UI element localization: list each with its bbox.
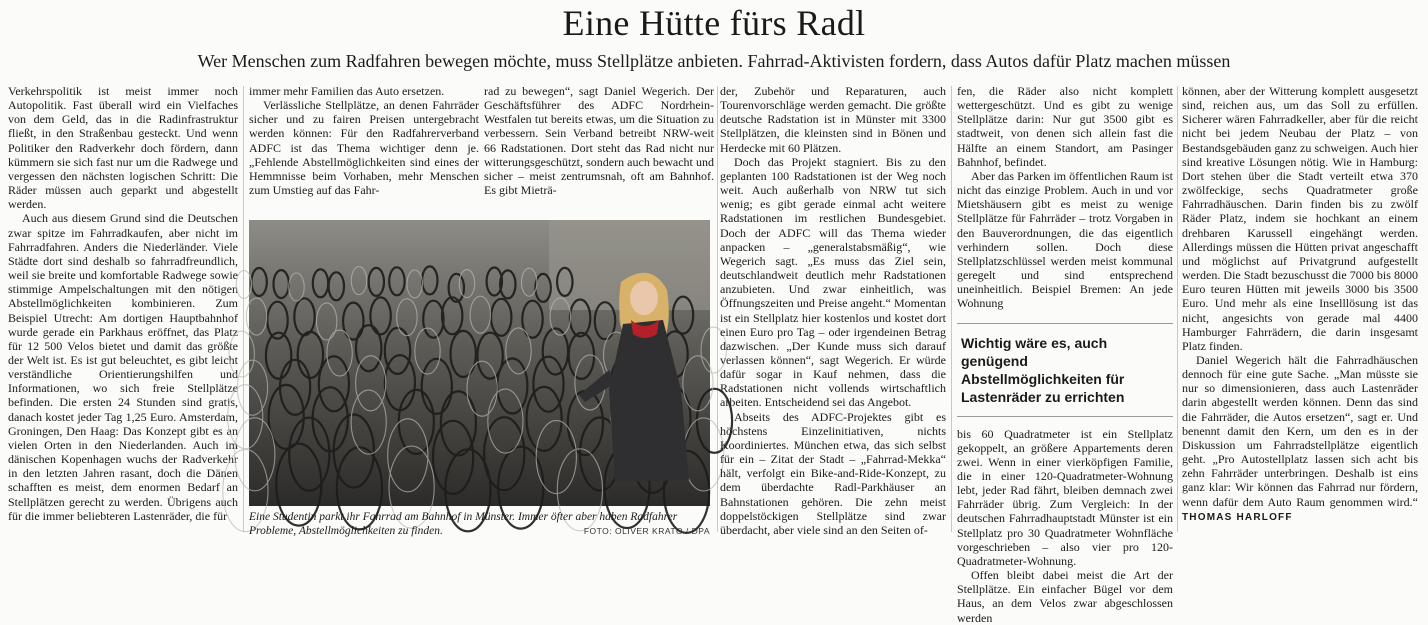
subheadline: Wer Menschen zum Radfahren bewegen möchte, muss Stellplätze anbieten. Fahrrad-Aktivisten fordern, dass Autos dafür Platz machen müssen	[197, 51, 1231, 71]
photo-illustration	[249, 220, 710, 506]
paragraph: Verkehrspolitik ist meist immer noch Autopolitik. Fast überall wird ein Vielfaches von dem Geld, das in die Radinfrastruktur fließt, in den Straßenbau gesteckt. Und wenn Politiker den Radverkehr doch fördern, dann kümmern sie sich fast nur um die Radwege und vergessen den nächsten logischen Schritt: Die Räder müssen auch geparkt und abgestellt werden.	[8, 84, 238, 212]
pull-quote: Wichtig wäre es, auch genügend Abstellmöglichkeiten für Lastenräder zu errichten	[957, 323, 1173, 417]
column-divider	[717, 86, 718, 532]
column-divider	[1177, 86, 1178, 532]
paragraph	[1182, 353, 1418, 525]
paragraph: Auch aus diesem Grund sind die Deutschen zwar spitze im Fahrradkaufen, aber nicht im Fahrradfahren. Anders die Niederländer. Viele Städte dort sind deshalb so fahrradfreundlich, weil sie breite und komfortable Radwege sowie stimmige Ampelschaltungen mit den nötigen Abstellmöglichkeiten kombinieren. Zum Beispiel Utrecht: Am dortigen Hauptbahnhof wurde gerade ein Parkhaus eröffnet, das Platz für 12 500 Velos bietet und damit das größte der Welt ist. Es ist gut beleuchtet, es gibt leicht verständliche Orientierungshilfen und Informationen, wo sich freie Stellplätze befinden. Die ersten 24 Stunden sind gratis, danach kostet jeder Tag 1,25 Euro. Amsterdam, Groningen, Den Haag: Das Konzept gibt es an vielen Orten in den Niederlanden. Auch im dänischen Kopenhagen wuchs der Radverkehr in den letzten Jahren rasant, doch die Dänen schafften es meist, dem enormen Bedarf an Stellplätzen gerecht zu werden. Übrigens auch für die immer beliebteren Lastenräder, die für	[8, 211, 238, 523]
paragraph: Abseits des ADFC-Projektes gibt es höchstens Einzelinitiativen, nichts Koordiniertes. München etwa, das sich selbst für ein – Zitat der Stadt – „Fahrrad-Mekka“ hält, verfolgt ein Bike-and-Ride-Konzept, zu dem überdachte Radl-Parkhäuser an Bahnstationen gehören. Die zehn meist doppelstöckigen Stellplätze sind zwar überdacht, aber viele sind an den Seiten of-	[720, 409, 946, 537]
paragraph: Verlässliche Stellplätze, an denen Fahrräder sicher und zu fairen Preisen untergebracht werden können: Für den Radfahrerverband ADFC ist das Thema wichtiger denn je. „Fehlende Abstellmöglichkeiten sind eines der Hemmnisse beim Vorhaben, mehr Menschen zum Umstieg auf das Fahr-	[249, 98, 479, 198]
article-column-3	[484, 84, 714, 206]
paragraph: Aber das Parken im öffentlichen Raum ist nicht das einzige Problem. Auch in und vor Mietshäusern gibt es meist zu wenige Stellplätze für Fahrräder – trotz Vorgaben in den Bauverordnungen, die das eigentlich verhindern sollen. Doch diese Stellplatzschlüssel werden meist kommunal geregelt und sind entsprechend uneinheitlich. Beispiel Bremen: An jede Wohnung	[957, 168, 1173, 311]
paragraph: der, Zubehör und Reparaturen, auch Tourenvorschläge werden gemacht. Die größte deutsche Radstation ist in Münster mit 3300 Stellplätzen, die kleinsten sind in Bönen und Herdecke mit 60 Plätzen.	[720, 84, 946, 155]
paragraph-text: Daniel Wegerich hält die Fahrradhäuschen dennoch für eine gute Sache. „Man müsste sie nur so dimensionieren, dass auch Lastenräder darin abgestellt werden können. Denn das sind die Fahrräder, die Autos ersetzen“, sagt er. Und benennt damit den Kern, um den es in der Diskussion um Fahrradstellplätze eigentlich geht. „Pro Autostellplatz lassen sich acht bis zehn Fahrräder unterbringen. Deshalb ist eins ganz klar: Wir können das Fahrrad nur fördern, wenn dafür dem Auto Raum genommen wird.“	[1182, 352, 1418, 509]
caption-text: Eine Studentin parkt ihr Fahrrad am Bahnhof in Münster. Immer öfter aber haben Radfahrer Probleme, Abstellmöglichkeiten zu finden.	[249, 511, 678, 537]
article-column-2	[249, 84, 479, 206]
paragraph: können, aber der Witterung komplett ausgesetzt sind, reichen aus, um das Soll zu erfüllen. Sicherer wären Fahrradkeller, aber für die reicht nicht bei jedem Neubau der Platz – von Bestandsgebäuden ganz zu schweigen. Auch hier sind kreative Lösungen nötig. Wie in Hamburg: Dort stehen über die Stadt verteilt etwa 370 zwölfeckige, sechs Quadratmeter große Fahrradhäuschen. Darin finden bis zu zwölf Räder Platz, indem sie hochkant an einem drehbaren Karussell eingehängt werden. Allerdings müssen die Hütten privat angeschafft und möglichst auf Privatgrund aufgestellt werden. Die Stadt bezuschusst die 7000 bis 8000 Euro teuren Hütten mit jeweils 3000 bis 3500 Euro. Und mehr als eine Inselllösung ist das nicht, angesichts von gerade mal 4400 Hamburger Fahrrädern, die darin insgesamt Platz finden.	[1182, 84, 1418, 353]
paragraph: Doch das Projekt stagniert. Bis zu den geplanten 100 Radstationen ist der Weg noch weit. Auch außerhalb von NRW tut sich wenig; es gibt gerade einmal acht weitere Radstationen im restlichen Bundesgebiet. Doch der ADFC will das Thema wieder anpacken – „generalstabsmäßig“, wie Wegerich sagt. „Es muss das Ziel sein, deutschlandweit deutlich mehr Radstationen anzubieten. Und zwar einheitlich, was Öffnungszeiten und Preise angeht.“ Momentan ist ein Stellplatz hier kostenlos und kostet dort einen Euro pro Tag – oder irgendeinen Betrag dazwischen. „Der Kunde muss sich darauf verlassen können“, sagt Wegerich. Er würde dafür sogar in Kauf nehmen, dass die Radstationen nicht vollends wirtschaftlich arbeiten. Entscheidend sei das Angebot.	[720, 154, 946, 410]
column-divider	[243, 86, 244, 532]
paragraph: fen, die Räder also nicht komplett wettergeschützt. Und es gibt zu wenige Stellplätze darin: Nur gut 3500 gibt es stadtweit, von denen sich allein fast die Hälfte an einem Standort, am Pasinger Bahnhof, befindet.	[957, 84, 1173, 169]
photo-credit: FOTO: OLIVER KRATO / DPA	[583, 526, 710, 536]
article-column-4	[720, 84, 946, 536]
column-divider	[951, 86, 952, 532]
article-column-6	[1182, 84, 1418, 536]
bicycle-parking-photo	[249, 220, 710, 506]
headline: Eine Hütte fürs Radl	[562, 3, 866, 43]
paragraph: Offen bleibt dabei meist die Art der Stellplätze. Ein einfacher Bügel vor dem Haus, an dem Velos zwar abgeschlossen werden	[957, 568, 1173, 625]
paragraph: bis 60 Quadratmeter ist ein Stellplatz gekoppelt, an größere Appartements deren zwei. Wenn in einer vierköpfigen Familie, die in einer 120-Quadratmeter-Wohnung lebt, jeder Rad fährt, bleiben demnach zwei Fahrräder übrig. Zum Vergleich: In der deutschen Fahrradhauptstadt Münster ist ein Stellplatz pro 30 Quadratmeter Wohnfläche vorgeschrieben – also vier pro 120-Quadratmeter-Wohnung.	[957, 426, 1173, 568]
article-column-5	[957, 84, 1173, 625]
photo-caption	[249, 510, 710, 538]
author-byline: THOMAS HARLOFF	[1182, 511, 1293, 523]
paragraph: immer mehr Familien das Auto ersetzen.	[249, 84, 445, 98]
paragraph: rad zu bewegen“, sagt Daniel Wegerich. Der Geschäftsführer des ADFC Nordrhein-Westfalen tut bereits etwas, um die Situation zu verbessern. Sein Verband betreibt NRW-weit 66 Radstationen. Dort steht das Rad nicht nur witterungsgeschützt, sondern auch bewacht und sicher – meist zentrumsnah, oft am Bahnhof. Es gibt Mieträ-	[484, 84, 714, 198]
article-column-1	[8, 84, 238, 536]
